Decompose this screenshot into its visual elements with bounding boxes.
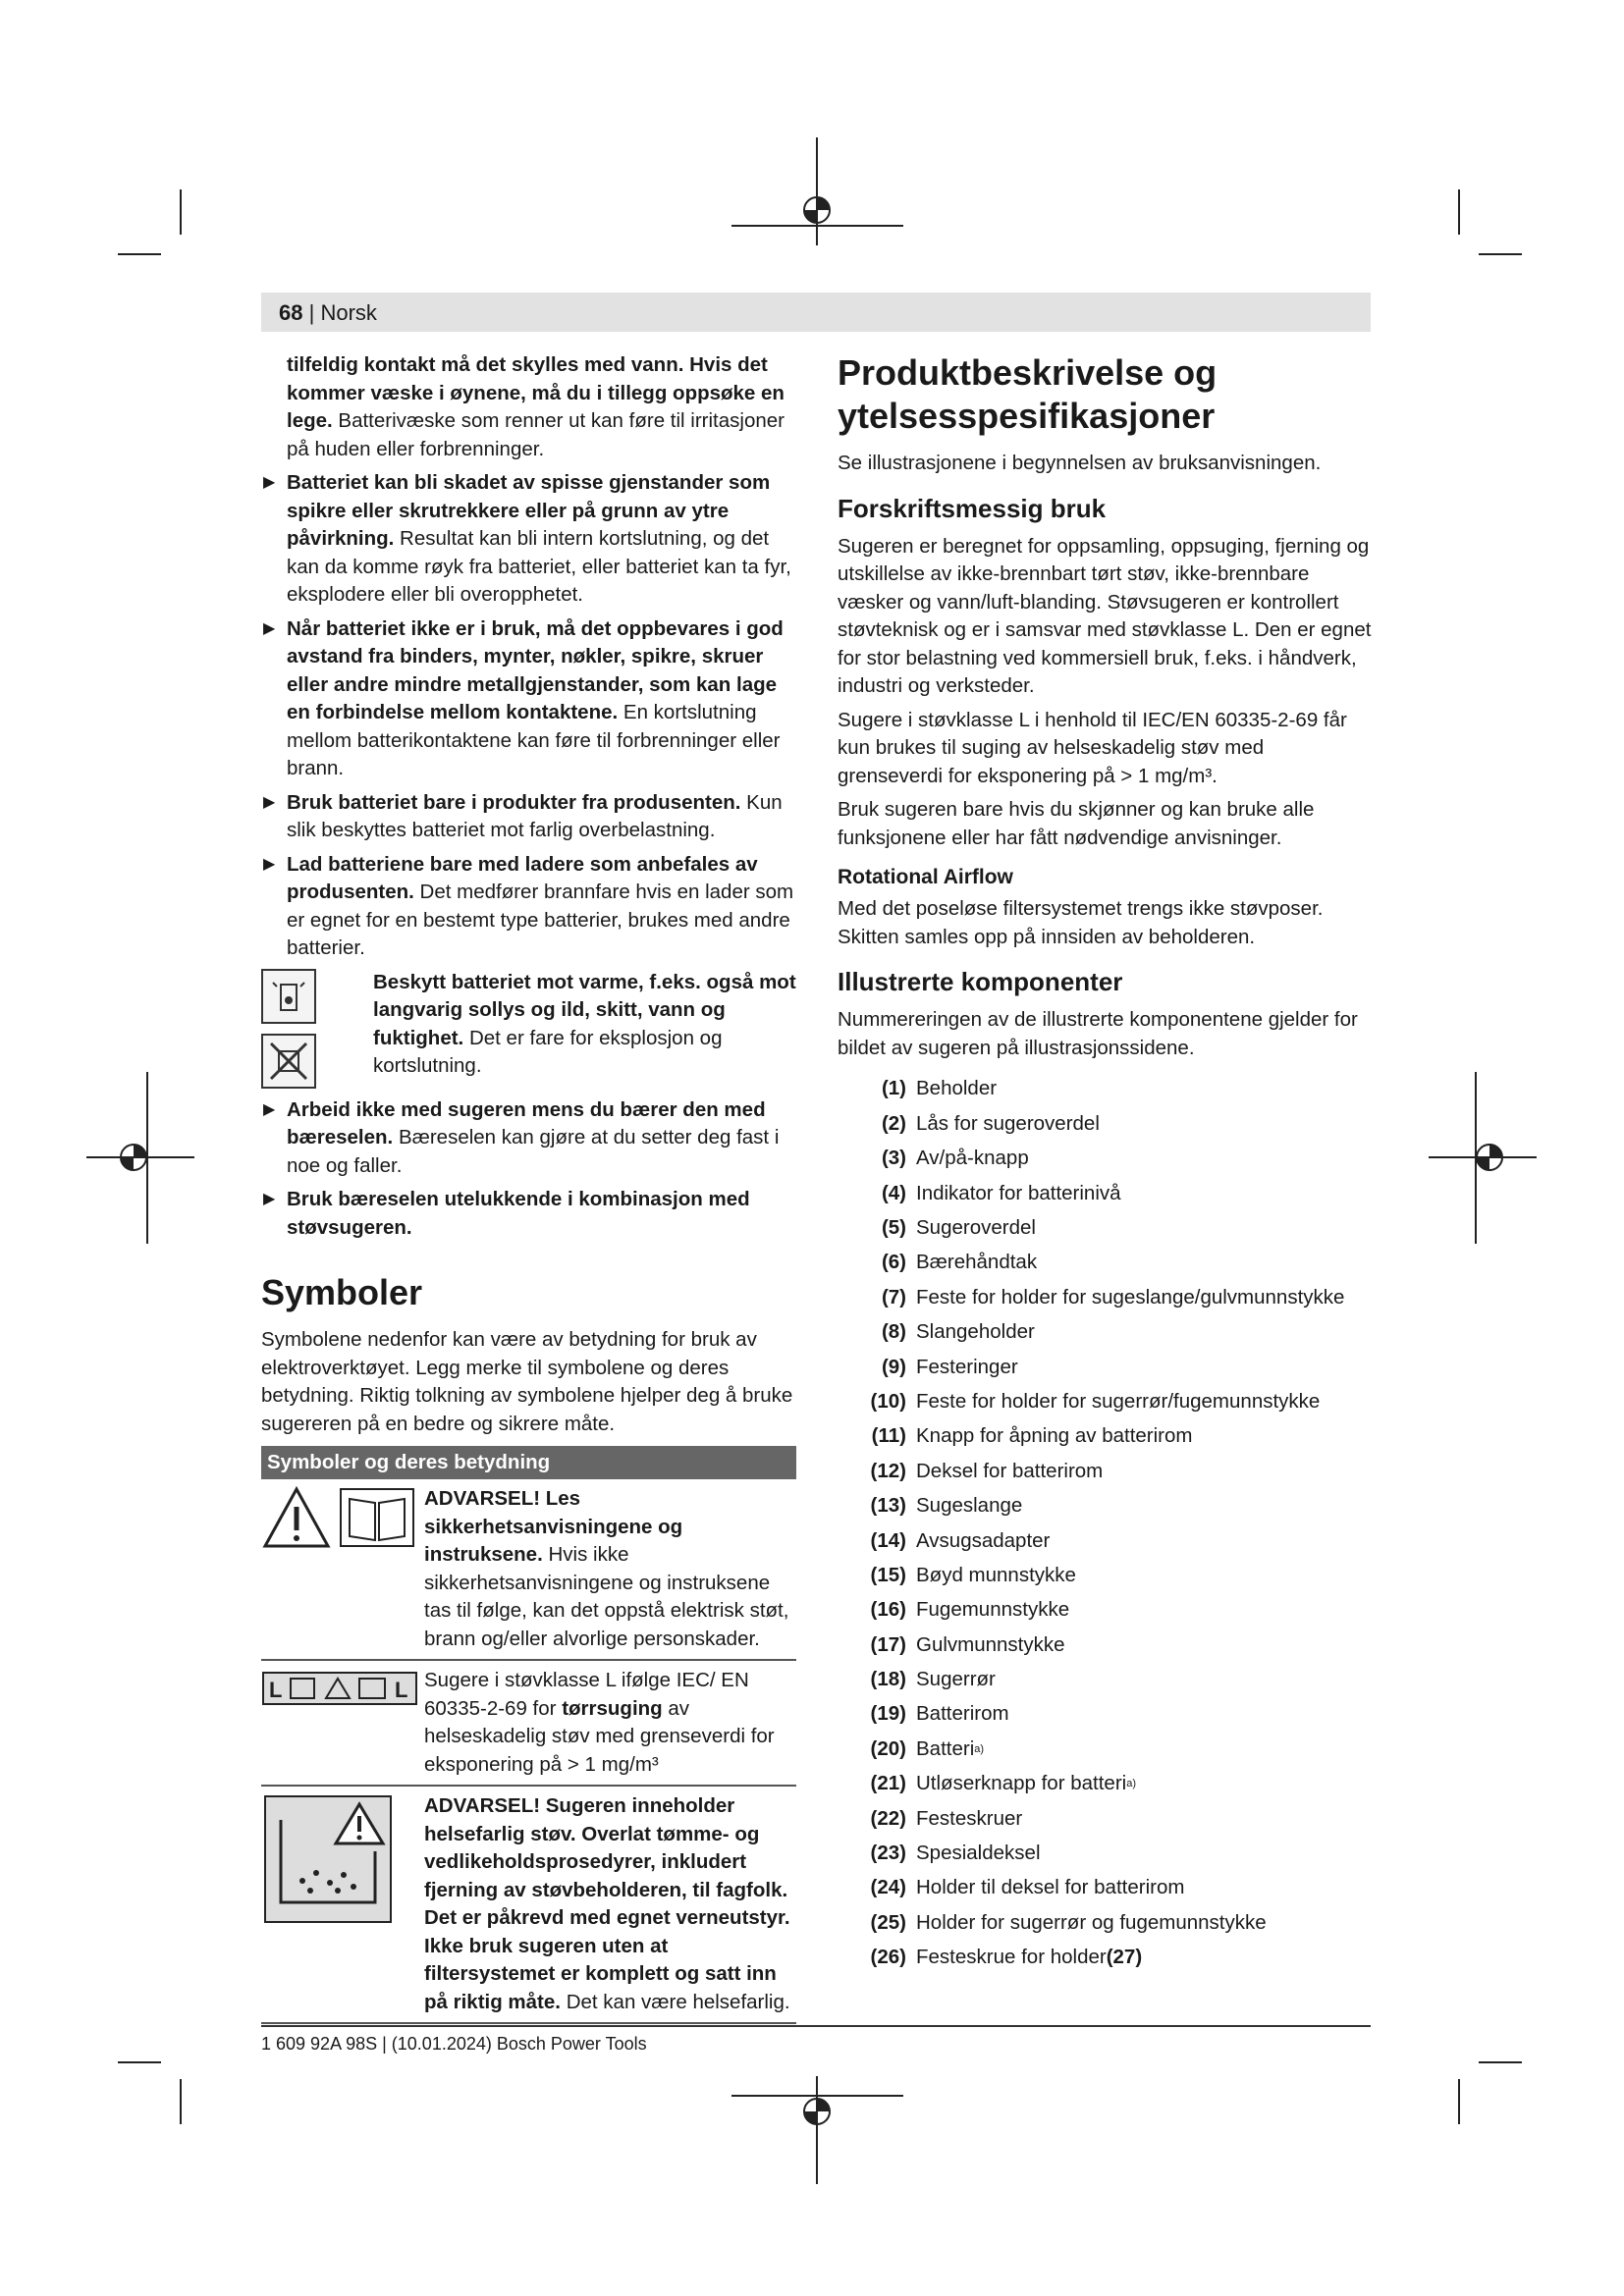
arrow-bullet-icon: ▶ <box>263 1191 276 1207</box>
symbols-table-header: Symboler og deres betydning <box>261 1446 796 1479</box>
page-header <box>279 300 377 326</box>
bullet-item: ▶ Arbeid ikke med sugeren mens du bærer den med bæreselen. Bæreselen kan gjøre at du setter deg fast i noe og faller. <box>263 1097 780 1177</box>
list-item: (1) Beholder <box>881 1077 998 1100</box>
arrow-bullet-icon: ▶ <box>263 855 276 873</box>
symbols-heading: Symboler <box>261 1272 423 1312</box>
symbol-description: ADVARSEL! Les sikkerhetsanvisningene og instruksene. Hvis ikke sikkerhetsanvisningene og instruksene tas til følge, kan det oppstå elektrisk støt, brann og/eller alvorlige personskader. <box>424 1487 789 1650</box>
list-item: (9) Festeringer <box>881 1355 1018 1378</box>
list-item: (20) Batteri a) <box>838 1732 1373 1766</box>
symbol-cell <box>261 1667 424 1779</box>
crop-mark <box>1458 2079 1460 2124</box>
airflow-heading: Rotational Airflow <box>838 866 1013 888</box>
symbols-intro: Symbolene nedenfor kan være av betydning for bruk av elektroverktøyet. Legg merke til symbolene og deres betydning. Riktig tolkning av symbolene hjelper deg å bruke sugereren på en bedre og sikrere måte. <box>261 1328 793 1435</box>
page-number: 68 <box>279 300 303 325</box>
airflow-text: Med det poseløse filtersystemet trengs ikke støvposer. Skitten samles opp på innsiden av beholderen. <box>838 897 1324 948</box>
symbol-description: Sugere i støvklasse L ifølge IEC/ EN 60335-2-69 for tørrsuging av helseskadelig støv med grenseverdi for eksponering på > 1 mg/m³ <box>424 1669 775 1776</box>
bullet-item: ▶ Bruk batteriet bare i produkter fra produsenten. Kun slik beskyttes batteriet mot farlig overbelastning. <box>263 790 783 841</box>
heat-warning <box>261 969 796 1089</box>
intended-use-paragraph: Sugeren er beregnet for oppsamling, oppsuging, fjerning og utskillelse av ikke-brennbart tørt støv, ikke-brennbare væsker og vann/luft-blanding. Støvsugeren er kontrollert støvteknisk og er i samsvar med støvklasse L. Den er egnet for stor belastning ved kommersiell bruk, f.eks. i håndverk, industri og verksteder. <box>838 534 1372 697</box>
list-item: (7) Feste for holder for sugeslange/gulvmunnstykke <box>881 1285 1345 1308</box>
list-item: (22) Festeskruer <box>870 1806 1023 1830</box>
list-item: (10) Feste for holder for sugerrør/fugemunnstykke <box>870 1389 1321 1413</box>
intro-paragraph: tilfeldig kontakt må det skylles med vann. Hvis det kommer væske i øynene, må du i tillegg oppsøke en lege. Batterivæske som renner ut kan føre til irritasjoner på huden eller forbrenninger. <box>287 353 785 460</box>
footer-rule <box>261 2025 1371 2027</box>
list-item: (12) Deksel for batterirom <box>870 1459 1104 1482</box>
list-item: (2) Lås for sugeroverdel <box>881 1111 1100 1135</box>
crop-mark <box>1479 253 1522 255</box>
list-item: (14) Avsugsadapter <box>870 1528 1051 1552</box>
symbol-cell <box>261 1485 424 1653</box>
list-item: (26) Festeskrue for holder (27) <box>870 1946 1143 1969</box>
read-manual-icon <box>338 1485 416 1550</box>
registration-mark-bottom <box>731 2076 903 2184</box>
list-item: (17) Gulvmunnstykke <box>870 1632 1065 1656</box>
list-item: (25) Holder for sugerrør og fugemunnstykke <box>870 1910 1267 1934</box>
bullet-item: ▶ Når batteriet ikke er i bruk, må det oppbevares i god avstand fra binders, mynter, nøkler, spikre, skruer eller andre mindre metallgjenstander, som kan lage en forbindelse mellom kontaktene. En kortslutning mellom batterikontaktene kan føre til forbrenninger eller brann. <box>263 616 784 779</box>
page-footer: 1 609 92A 98S | (10.01.2024) Bosch Power Tools <box>261 2034 647 2054</box>
header-separator: | <box>308 300 315 325</box>
footnote-marker: a) <box>974 1742 985 1755</box>
list-item: (8) Slangeholder <box>881 1320 1035 1344</box>
page-header-bar <box>261 293 1371 332</box>
left-column <box>261 351 796 2024</box>
svg-text:L: L <box>395 1678 408 1702</box>
symbols-table-row <box>261 1661 796 1787</box>
list-item: (19) Batterirom <box>870 1702 1009 1726</box>
intended-use-paragraph: Sugere i støvklasse L i henhold til IEC/EN 60335-2-69 får kun brukes til suging av helseskadelig støv med grenseverdi for eksponering på > 1 mg/m³. <box>838 708 1347 787</box>
product-description-heading: Produktbeskrivelse og ytelsesspesifikasjoner <box>838 352 1218 436</box>
no-water-icon <box>261 1034 316 1089</box>
list-item: (18) Sugerrør <box>870 1668 996 1691</box>
right-column <box>838 351 1373 1975</box>
crop-mark <box>1479 2061 1522 2063</box>
registration-mark-right <box>1429 1072 1537 1244</box>
crop-mark <box>180 189 182 235</box>
list-item: (5) Sugeroverdel <box>881 1216 1036 1239</box>
crop-mark <box>180 2079 182 2124</box>
symbols-table-row <box>261 1479 796 1661</box>
list-item: (24) Holder til deksel for batterirom <box>870 1876 1185 1899</box>
list-item: (4) Indikator for batterinivå <box>881 1181 1121 1204</box>
arrow-bullet-icon: ▶ <box>263 619 276 637</box>
crop-mark <box>118 2061 161 2063</box>
list-item: (6) Bærehåndtak <box>881 1251 1038 1274</box>
heat-warning-text: Beskytt batteriet mot varme, f.eks. også mot langvarig sollys og ild, skitt, vann og fuktighet. Det er fare for eksplosjon og kortslutning. <box>373 970 796 1077</box>
header-language: Norsk <box>320 300 377 325</box>
crop-mark <box>118 253 161 255</box>
symbols-table-row <box>261 1787 796 2024</box>
arrow-bullet-icon: ▶ <box>263 793 276 811</box>
bullet-item: ▶ Bruk bæreselen utelukkende i kombinasjon med støvsugeren. <box>263 1188 750 1239</box>
footnote-marker: a) <box>1126 1778 1136 1790</box>
list-item: (13) Sugeslange <box>870 1494 1023 1518</box>
bullet-item: ▶ Batteriet kan bli skadet av spisse gjenstander som spikre eller skrutrekkere eller på grunn av ytre påvirkning. Resultat kan bli intern kortslutning, og det kan da komme røyk fra batteriet, eller batteriet kan ta fyr, eksplodere eller bli overopphetet. <box>263 471 791 606</box>
crop-mark <box>1458 189 1460 235</box>
warning-triangle-icon <box>261 1485 332 1550</box>
intended-use-paragraph: Bruk sugeren bare hvis du skjønner og kan bruke alle funksjonene eller har fått nødvendige anvisninger. <box>838 798 1315 849</box>
list-item: (15) Bøyd munnstykke <box>870 1563 1076 1586</box>
svg-text:L: L <box>269 1678 283 1702</box>
list-item: (11) Knapp for åpning av batterirom <box>871 1424 1193 1448</box>
see-illustrations: Se illustrasjonene i begynnelsen av bruksanvisningen. <box>838 452 1322 474</box>
symbol-cell <box>261 1792 424 2016</box>
registration-mark-left <box>86 1072 194 1244</box>
list-item: (23) Spesialdeksel <box>870 1842 1041 1865</box>
components-heading: Illustrerte komponenter <box>838 967 1123 996</box>
list-item: (16) Fugemunnstykke <box>870 1598 1070 1622</box>
hazardous-dust-icon <box>261 1792 395 1926</box>
bullet-item: ▶ Lad batteriene bare med ladere som anbefales av produsenten. Det medfører brannfare hvis en lader som er egnet for en bestemt type batterier, brukes med andre batterier. <box>263 852 794 959</box>
list-item: (3) Av/på-knapp <box>881 1147 1029 1170</box>
heat-sun-icon <box>261 969 316 1024</box>
warning-icons <box>261 969 359 1089</box>
components-intro: Nummereringen av de illustrerte komponentene gjelder for bildet av sugeren på illustrasjonssidene. <box>838 1008 1358 1059</box>
arrow-bullet-icon: ▶ <box>263 1100 276 1118</box>
intended-use-heading: Forskriftsmessig bruk <box>838 493 1107 523</box>
arrow-bullet-icon: ▶ <box>263 474 276 491</box>
symbol-description: ADVARSEL! Sugeren inneholder helsefarlig støv. Overlat tømme- og vedlikeholdsprosedyrer, inkludert fjerning av støvbeholderen, til fagfolk. Det er påkrevd med egnet verneutstyr. Ikke bruk sugeren uten at filtersystemet er komplett og satt inn på riktig måte. Det kan være helsefarlig. <box>424 1794 790 2013</box>
registration-mark-top <box>731 137 903 245</box>
list-item: (21) Utløserknapp for batteri a) <box>838 1767 1373 1801</box>
components-list <box>838 1072 1373 1975</box>
dust-class-l-icon <box>261 1667 418 1710</box>
